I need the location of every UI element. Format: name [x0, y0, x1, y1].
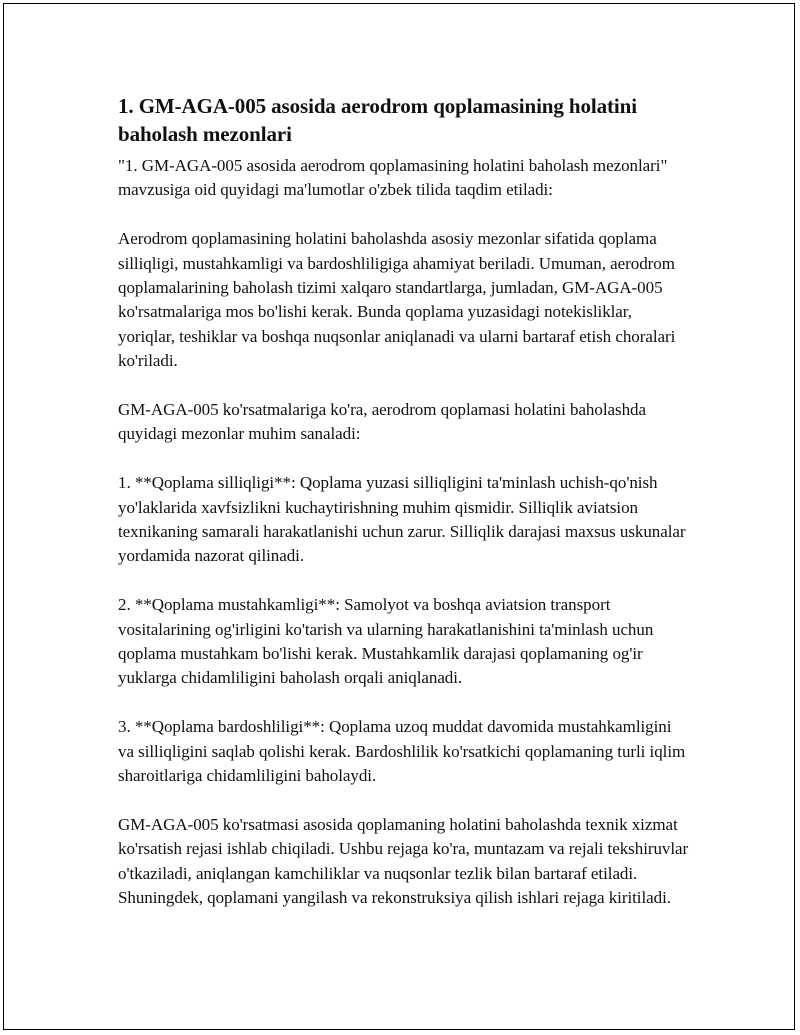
document-title: 1. GM-AGA-005 asosida aerodrom qoplamasining holatini baholash mezonlari: [118, 94, 637, 146]
paragraph-criterion-strength: 2. **Qoplama mustahkamligi**: Samolyot va boshqa aviatsion transport vositalarining og'irligini ko'tarish va ularning harakatlanishini ta'minlash uchun qoplama mustahkam bo'lishi kerak. Mustahkamlik darajasi qoplamaning og'ir yuklarga chidamliligini baholash orqali aniqlanadi.: [118, 595, 654, 688]
paragraph-criterion-durability: 3. **Qoplama bardoshliligi**: Qoplama uzoq muddat davomida mustahkamligini va silliqligini saqlab qolishi kerak. Bardoshlilik ko'rsatkichi qoplamaning turli iqlim sharoitlariga chidamliligini baholaydi.: [118, 717, 686, 786]
document-body: [118, 92, 690, 935]
paragraph-overview: Aerodrom qoplamasining holatini baholashda asosiy mezonlar sifatida qoplama silliqligi, mustahkamligi va bardoshliligiga ahamiyat beriladi. Umuman, aerodrom qoplamalarining baholash tizimi xalqaro standartlarga, jumladan, GM-AGA-005 ko'rsatmalariga mos bo'lishi kerak. Bunda qoplama yuzasidagi notekisliklar, yoriqlar, teshiklar va boshqa nuqsonlar aniqlanadi va ularni bartaraf etish choralari ko'riladi.: [118, 229, 676, 371]
paragraph-criterion-smoothness: 1. **Qoplama silliqligi**: Qoplama yuzasi silliqligini ta'minlash uchish-qo'nish yo'laklarida xavfsizlikni kuchaytirishning muhim qismidir. Silliqlik aviatsion texnikaning samarali harakatlanishi uchun zarur. Silliqlik darajasi maxsus uskunalar yordamida nazorat qilinadi.: [118, 473, 686, 566]
paragraph-maintenance-plan: GM-AGA-005 ko'rsatmasi asosida qoplamaning holatini baholashda texnik xizmat ko'rsatish rejasi ishlab chiqiladi. Ushbu rejaga ko'ra, muntazam va rejali tekshiruvlar o'tkaziladi, aniqlangan kamchiliklar va nuqsonlar tezlik bilan bartaraf etiladi. Shuningdek, qoplamani yangilash va rekonstruksiya qilish ishlari rejaga kiritiladi.: [118, 814, 689, 908]
paragraph-intro: "1. GM-AGA-005 asosida aerodrom qoplamasining holatini baholash mezonlari" mavzusiga oid quyidagi ma'lumotlar o'zbek tilida taqdim etiladi:: [118, 156, 668, 200]
paragraph-criteria-lead: GM-AGA-005 ko'rsatmalariga ko'ra, aerodrom qoplamasi holatini baholashda quyidagi mezonlar muhim sanaladi:: [118, 400, 646, 444]
